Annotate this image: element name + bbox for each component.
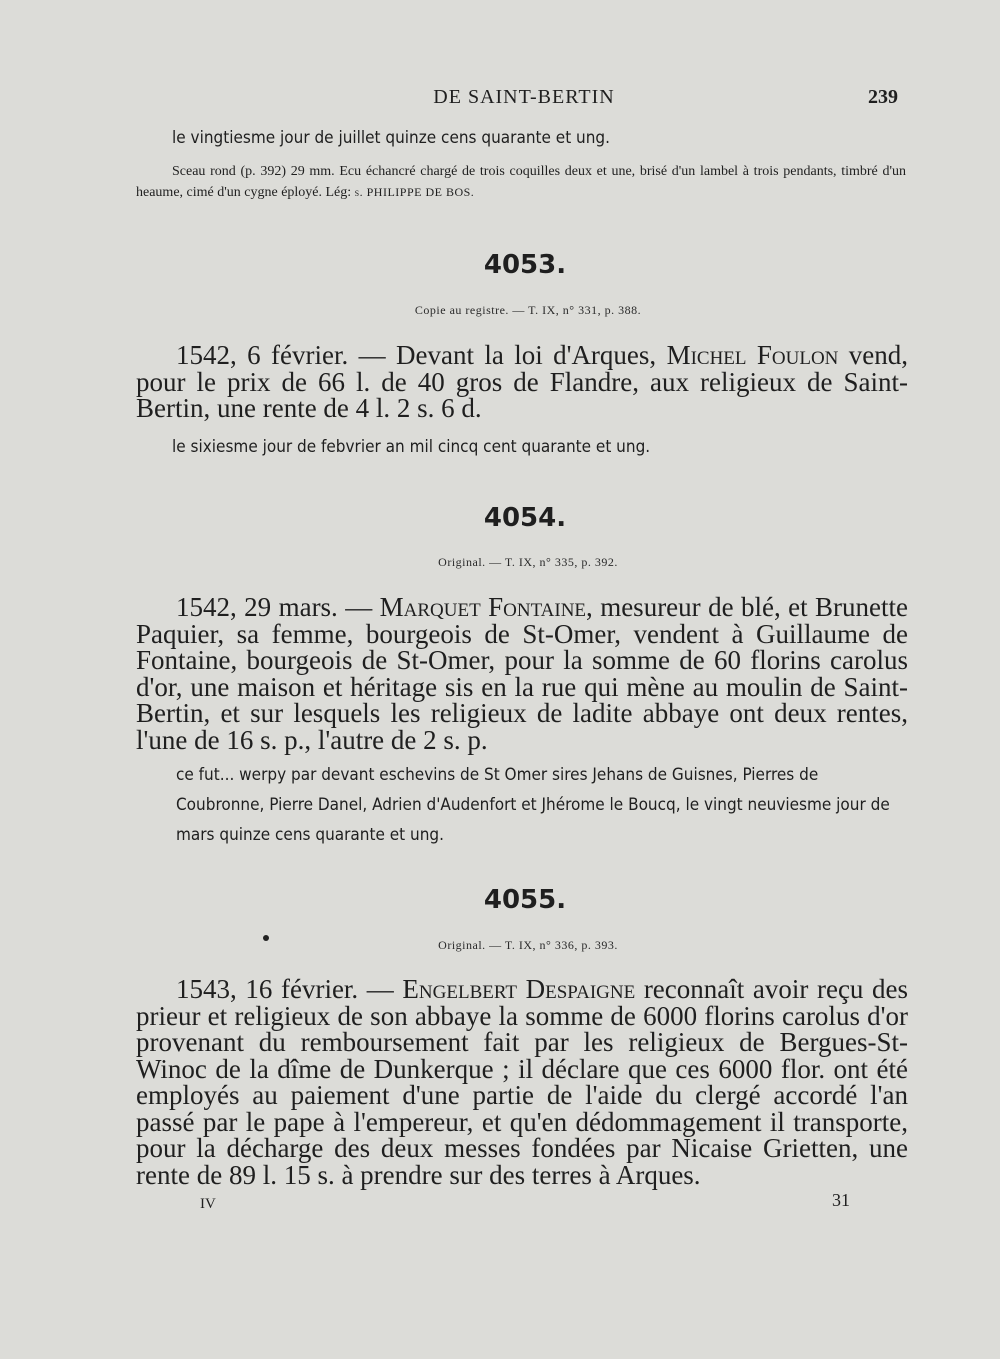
quote-4054-text: ce fut... werpy par devant eschevins de St Omer sires Jehans de Guisnes, Pierres de Coubronne, Pierre Danel, Adrien d'Audenfort et Jhérome le Boucq, le vingt neuviesme jour de mars quinze cens quarante et ung. — [176, 765, 890, 845]
entry-dash: — — [358, 974, 403, 1004]
entry-dash: — — [337, 592, 380, 622]
quote-4054 — [176, 760, 910, 850]
gathering-number: 31 — [832, 1190, 850, 1210]
entry-4055 — [136, 976, 908, 1188]
entry-person: Marquet Fontaine — [379, 592, 587, 622]
entry-date: 1543, 16 février. — [176, 974, 359, 1004]
seal-legend: s. PHILIPPE DE BOS. — [354, 185, 475, 199]
seal-description — [136, 161, 906, 203]
entry-text: reconnaît avoir reçu des prieur et religieux de son abbaye la somme de 6000 florins carolus d'or provenant du remboursement fait par les religieux de Bergues-St-Winoc de la dîme de Dunkerque ; il déclare que ces 6000 flor. ont été employés au paiement d'une partie de l'aide du clergé accordé l'an passé par le pape à l'empereur, et qu'en dédommagement il transporte, pour la décharge des deux messes fondées par Nicaise Grietten, une rente de 89 l. 15 s. à prendre sur des terres à Arques. — [136, 974, 909, 1190]
page-number: 239 — [868, 86, 898, 108]
entry-4054 — [136, 594, 908, 753]
signature-mark: IV — [200, 1196, 216, 1212]
entry-4053 — [136, 342, 908, 422]
entry-date: 1542, 6 février. — [176, 340, 349, 370]
entry-text: vend, pour le prix de 66 l. de 40 gros de Flandre, aux religieux de Saint-Bertin, une rente de 4 l. 2 s. 6 d. — [136, 340, 909, 423]
entry-date: 1542, 29 mars. — [176, 592, 338, 622]
entry-person: Michel Foulon — [666, 340, 839, 370]
source-4053: Copie au registre. — T. IX, n° 331, p. 388. — [414, 303, 642, 317]
source-4055: Original. — T. IX, n° 336, p. 393. — [438, 938, 618, 952]
charter-number-4055: 4055. — [483, 885, 567, 915]
preceding-closing-quote: le vingtiesme jour de juillet quinze cens quarante et ung. — [172, 128, 610, 148]
charter-number-4054: 4054. — [483, 503, 567, 533]
running-title: DE SAINT-BERTIN — [433, 86, 615, 108]
entry-dash: — Devant la loi d'Arques, — [348, 340, 667, 370]
quote-4053: le sixiesme jour de febvrier an mil cincq cent quarante et ung. — [172, 437, 651, 457]
entry-text: , mesureur de blé, et Brunette Paquier, sa femme, bourgeois de St-Omer, vendent à Guillaume de Fontaine, bourgeois de St-Omer, pour la somme de 60 florins carolus d'or, une maison et héritage sis en la rue qui mène au moulin de Saint-Bertin, et sur lesquels les religieux de ladite abbaye ont deux rentes, l'une de 16 s. p., l'autre de 2 s. p. — [136, 592, 908, 755]
entry-person: Engelbert Despaigne — [402, 974, 636, 1004]
charter-number-4053: 4053. — [483, 250, 567, 280]
source-4054: Original. — T. IX, n° 335, p. 392. — [438, 555, 618, 569]
seal-description-text: Sceau rond (p. 392) 29 mm. Ecu échancré chargé de trois coquilles deux et une, brisé d'un lambel à trois pendants, timbré d'un heaume, cimé d'un cygne éployé. Lég: — [136, 164, 906, 200]
